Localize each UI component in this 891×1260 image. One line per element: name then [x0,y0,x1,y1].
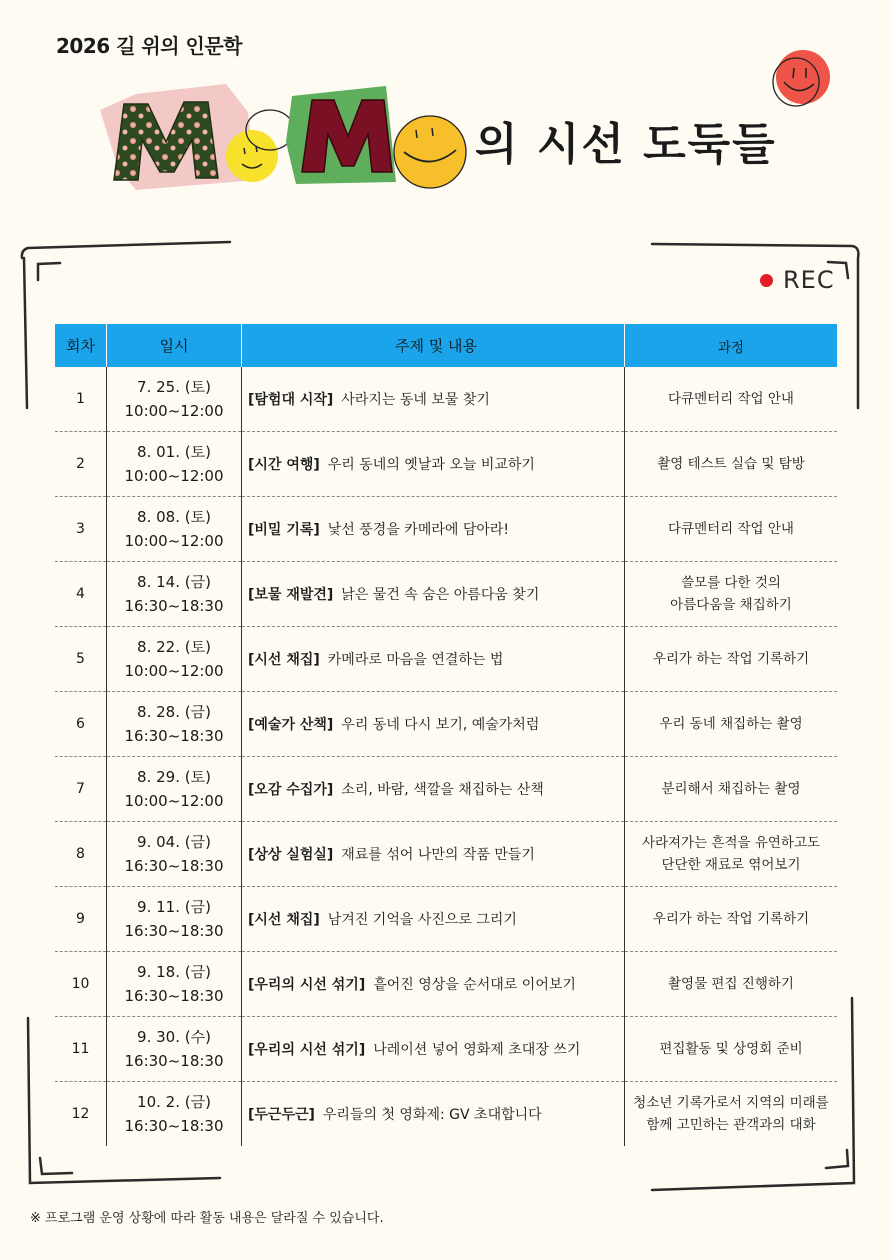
session-date: 9. 30. (수) [137,1028,211,1046]
session-time: 16:30~18:30 [124,1052,224,1070]
headline-title: 의 시선 도둑들 [475,119,777,170]
session-datetime [107,692,242,757]
topic-text: 사라지는 동네 보물 찾기 [341,392,490,408]
topic-tag: [두근두근] [248,1107,315,1123]
process-line: 쓸모를 다한 것의 [681,575,781,591]
session-topic [242,562,625,627]
topic-tag: [예술가 산책] [248,717,334,733]
session-datetime [107,1017,242,1082]
process-line: 우리 동네 채집하는 촬영 [659,716,803,732]
session-number: 11 [55,1017,107,1082]
session-time: 16:30~18:30 [124,727,224,745]
topic-tag: [우리의 시선 섞기] [248,1042,366,1058]
red-smiley-icon [768,46,834,112]
process-line: 다큐멘터리 작업 안내 [668,391,794,407]
table-row [55,822,837,887]
session-process [625,562,838,627]
process-line: 우리가 하는 작업 기록하기 [652,911,810,927]
session-process [625,432,838,497]
session-date: 10. 2. (금) [137,1093,211,1111]
session-datetime [107,627,242,692]
session-datetime [107,497,242,562]
process-line: 아름다움을 채집하기 [670,597,792,613]
session-date: 8. 08. (토) [137,508,211,526]
session-process [625,887,838,952]
process-line: 우리가 하는 작업 기록하기 [652,651,810,667]
table-row [55,367,837,432]
rec-indicator [760,266,835,294]
session-date: 8. 01. (토) [137,443,211,461]
topic-tag: [우리의 시선 섞기] [248,977,366,993]
session-process [625,757,838,822]
process-line: 촬영 테스트 실습 및 탐방 [657,456,805,472]
topic-tag: [오감 수집가] [248,782,334,798]
session-process [625,952,838,1017]
session-datetime [107,822,242,887]
session-time: 16:30~18:30 [124,987,224,1005]
schedule-table [55,324,837,1146]
session-date: 8. 29. (토) [137,768,211,786]
session-number: 6 [55,692,107,757]
session-number: 2 [55,432,107,497]
table-row [55,757,837,822]
table-header-row [55,324,837,367]
topic-text: 소리, 바람, 색깔을 채집하는 산책 [341,782,544,798]
session-time: 16:30~18:30 [124,597,224,615]
session-topic [242,952,625,1017]
session-date: 9. 04. (금) [137,833,211,851]
session-datetime [107,757,242,822]
logo-text: MoMo [96,72,99,73]
session-topic [242,367,625,432]
session-number: 9 [55,887,107,952]
session-time: 16:30~18:30 [124,922,224,940]
topic-text: 재료를 섞어 나만의 작품 만들기 [341,847,535,863]
table-row [55,1082,837,1147]
topic-text: 남겨진 기억을 사진으로 그리기 [327,912,517,928]
session-date: 7. 25. (토) [137,378,211,396]
session-topic [242,692,625,757]
session-time: 10:00~12:00 [124,467,224,485]
topic-text: 카메라로 마음을 연결하는 법 [327,652,504,668]
topic-text: 낡은 물건 속 숨은 아름다움 찾기 [341,587,540,603]
table-row [55,497,837,562]
table-row [55,1017,837,1082]
session-time: 16:30~18:30 [124,1117,224,1135]
topic-text: 낯선 풍경을 카메라에 담아라! [327,522,510,538]
session-time: 10:00~12:00 [124,792,224,810]
process-line: 청소년 기록가로서 지역의 미래를 [633,1095,829,1111]
topic-tag: [보물 재발견] [248,587,334,603]
session-date: 9. 11. (금) [137,898,211,916]
header-topic: 주제 및 내용 [242,324,625,367]
session-process [625,627,838,692]
header-session: 회차 [55,324,107,367]
session-date: 8. 14. (금) [137,573,211,591]
session-process [625,1017,838,1082]
record-dot-icon [760,274,773,287]
table-row [55,692,837,757]
session-number: 3 [55,497,107,562]
session-datetime [107,952,242,1017]
table-row [55,952,837,1017]
session-topic [242,497,625,562]
session-number: 7 [55,757,107,822]
table-row [55,627,837,692]
session-number: 1 [55,367,107,432]
session-time: 10:00~12:00 [124,532,224,550]
session-time: 10:00~12:00 [124,402,224,420]
session-date: 8. 28. (금) [137,703,211,721]
header-datetime: 일시 [107,324,242,367]
session-number: 5 [55,627,107,692]
program-subtitle: 2026 길 위의 인문학 [56,34,242,58]
session-number: 10 [55,952,107,1017]
session-datetime [107,1082,242,1147]
session-process [625,1082,838,1147]
process-line: 단단한 재료로 엮어보기 [661,857,801,873]
topic-tag: [시선 채집] [248,652,320,668]
session-time: 10:00~12:00 [124,662,224,680]
topic-tag: [상상 실험실] [248,847,334,863]
process-line: 사라져가는 흔적을 유연하고도 [641,835,821,851]
session-datetime [107,367,242,432]
session-number: 12 [55,1082,107,1147]
topic-text: 나레이션 넣어 영화제 초대장 쓰기 [373,1042,581,1058]
session-datetime [107,432,242,497]
session-topic [242,1082,625,1147]
topic-tag: [시간 여행] [248,457,320,473]
session-process [625,822,838,887]
session-process [625,692,838,757]
session-date: 9. 18. (금) [137,963,211,981]
session-time: 16:30~18:30 [124,857,224,875]
process-line: 편집활동 및 상영회 준비 [659,1041,803,1057]
session-number: 4 [55,562,107,627]
session-date: 8. 22. (토) [137,638,211,656]
process-line: 촬영물 편집 진행하기 [668,976,794,992]
session-topic [242,757,625,822]
process-line: 다큐멘터리 작업 안내 [668,521,794,537]
table-row [55,432,837,497]
rec-label: REC [783,266,835,294]
topic-text: 우리들의 첫 영화제: GV 초대합니다 [322,1107,542,1123]
session-topic [242,1017,625,1082]
topic-tag: [비밀 기록] [248,522,320,538]
topic-tag: [탐험대 시작] [248,392,334,408]
session-topic [242,627,625,692]
process-line: 함께 고민하는 관객과의 대화 [646,1117,816,1133]
session-topic [242,432,625,497]
topic-tag: [시선 채집] [248,912,320,928]
session-topic [242,822,625,887]
footnote: ※ 프로그램 운영 상황에 따라 활동 내용은 달라질 수 있습니다. [30,1211,384,1226]
table-row [55,562,837,627]
header-process: 과정 [625,324,838,367]
session-process [625,497,838,562]
process-line: 분리해서 채집하는 촬영 [661,781,801,797]
topic-text: 흩어진 영상을 순서대로 이어보기 [373,977,576,993]
session-datetime [107,562,242,627]
session-process [625,367,838,432]
topic-text: 우리 동네의 옛날과 오늘 비교하기 [327,457,535,473]
session-datetime [107,887,242,952]
session-topic [242,887,625,952]
topic-text: 우리 동네 다시 보기, 예술가처럼 [341,717,540,733]
session-number: 8 [55,822,107,887]
table-row [55,887,837,952]
